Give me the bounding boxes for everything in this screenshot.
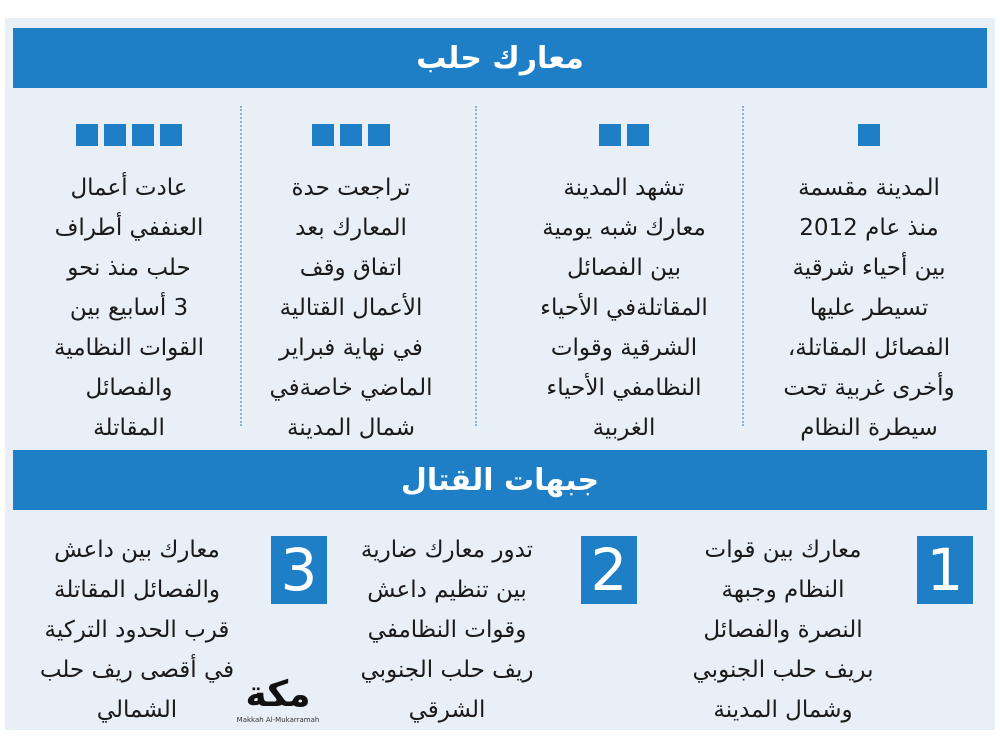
front-1 [661, 518, 973, 728]
marker-square [160, 124, 182, 146]
column-2 [506, 98, 742, 441]
column-text: تشهد المدينة معارك شبه يومية بين الفصائل المقاتلةفي الأحياء الشرقية وقوات النظامفي الأحياء الغربية [540, 175, 708, 441]
section-title: معارك حلب [416, 40, 584, 76]
logo-subtitle: Makkah Al-Mukarramah [236, 716, 320, 724]
column-divider [475, 106, 477, 426]
infographic [5, 18, 995, 730]
front-2 [325, 518, 637, 728]
marker-square [132, 124, 154, 146]
front-number-badge: 2 [581, 536, 637, 604]
battle-columns [13, 98, 987, 441]
marker-square [104, 124, 126, 146]
front-number-badge: 1 [917, 536, 973, 604]
column-1 [751, 98, 987, 441]
column-text: عادت أعمال العنففي أطراف حلب منذ نحو 3 أسابيع بين القوات النظامية والفصائل المقاتلة [53, 175, 205, 441]
marker-square [627, 124, 649, 146]
square-markers [751, 124, 987, 146]
square-markers [11, 124, 247, 146]
logo-mark: مكة [245, 674, 311, 715]
marker-square [858, 124, 880, 146]
section-header-fronts [13, 450, 987, 510]
column-4 [11, 98, 247, 441]
marker-square [340, 124, 362, 146]
marker-square [368, 124, 390, 146]
newspaper-logo [223, 676, 333, 736]
square-markers [233, 124, 469, 146]
section-title: جبهات القتال [400, 462, 600, 498]
column-3 [233, 98, 469, 441]
marker-square [312, 124, 334, 146]
front-text: تدور معارك ضارية بين تنظيم داعش وقوات النظامفي ريف حلب الجنوبي الشرقي [360, 537, 534, 723]
section-header-aleppo-battles [13, 28, 987, 88]
column-divider [742, 106, 744, 426]
front-number-badge: 3 [271, 536, 327, 604]
marker-square [76, 124, 98, 146]
front-list [13, 518, 987, 728]
marker-square [599, 124, 621, 146]
square-markers [506, 124, 742, 146]
front-text: معارك بين قوات النظام وجبهة النصرة والفصائل بريف حلب الجنوبي وشمال المدينة [692, 537, 874, 723]
front-text: معارك بين داعش والفصائل المقاتلة قرب الحدود التركية في أقصى ريف حلب الشمالي [39, 537, 235, 723]
column-text: المدينة مقسمة منذ عام 2012 بين أحياء شرقية تسيطر عليها الفصائل المقاتلة، وأخرى غربية تحت سيطرة النظام [783, 175, 955, 441]
column-text: تراجعت حدة المعارك بعد اتفاق وقف الأعمال القتالية في نهاية فبراير الماضي خاصةفي شمال المدينة [269, 175, 433, 441]
